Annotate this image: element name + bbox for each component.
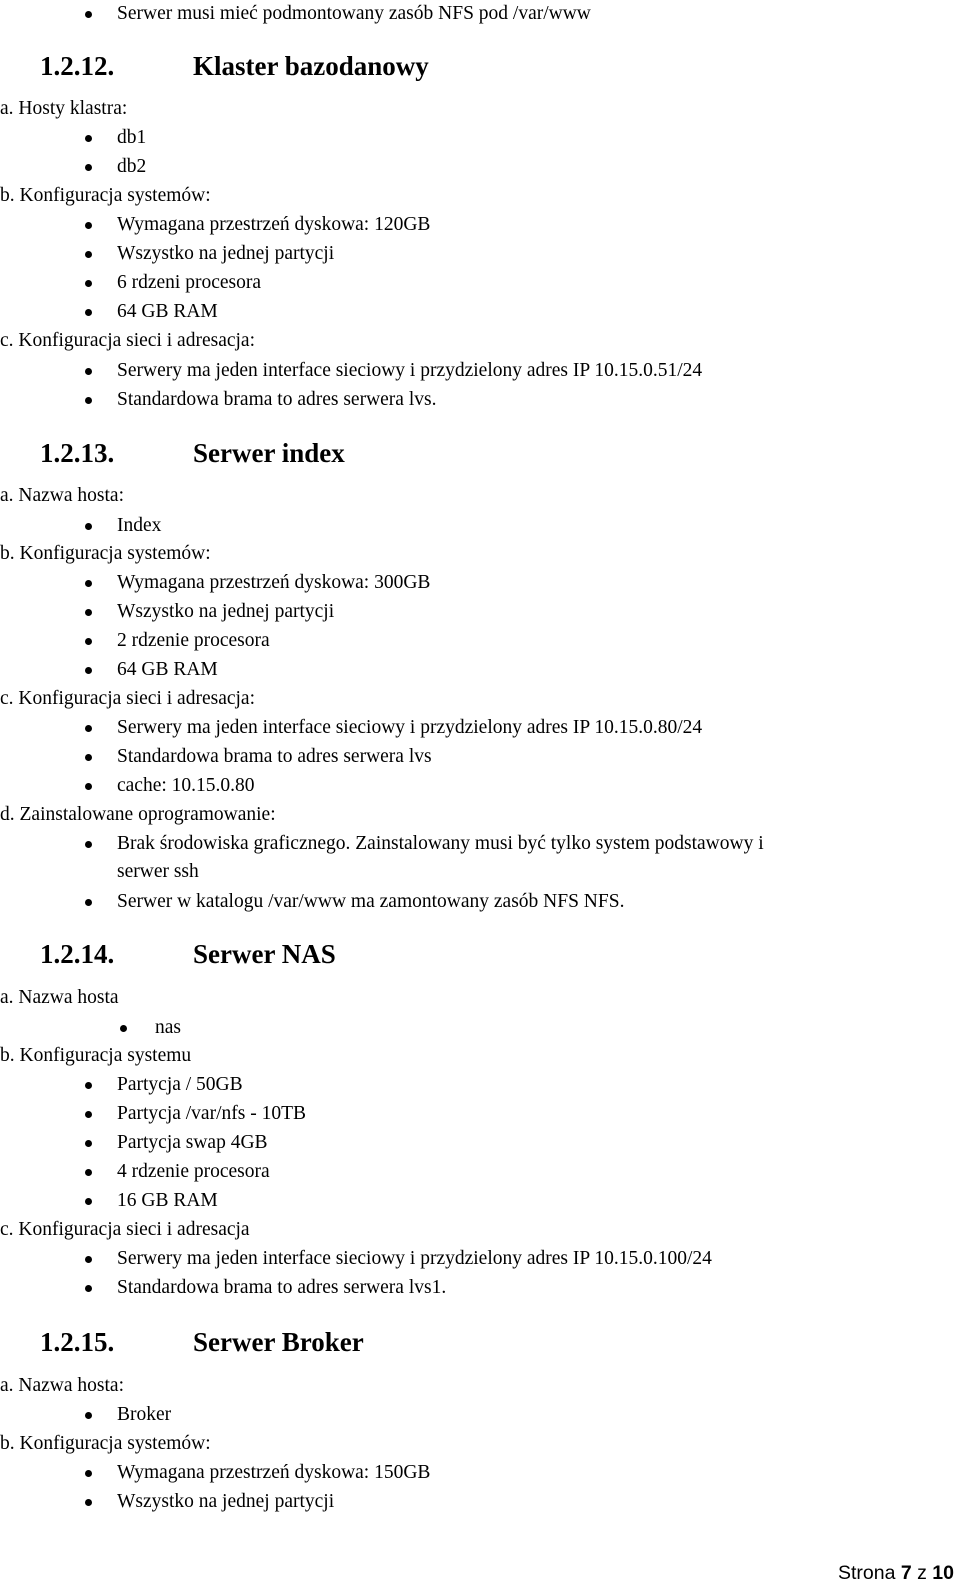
group-label: a. Nazwa hosta: (0, 485, 124, 506)
group-label: b. Konfiguracja systemów: (0, 543, 211, 564)
group-label: b. Konfiguracja systemów: (0, 185, 211, 206)
bullet-icon (85, 580, 92, 587)
section-number: 1.2.14. (40, 939, 115, 969)
bullet-icon (85, 667, 92, 674)
list-item-text: db2 (117, 156, 147, 177)
section-title: Serwer index (193, 438, 345, 468)
list-item-text: Wszystko na jednej partycji (117, 243, 335, 264)
bullet-icon (85, 899, 92, 906)
bullet-icon (85, 1140, 92, 1147)
list-item-text: Wszystko na jednej partycji (117, 1491, 335, 1512)
list-item-text: Partycja swap 4GB (117, 1132, 268, 1153)
bullet-icon (85, 638, 92, 645)
bullet-icon (85, 609, 92, 616)
list-item-text: Brak środowiska graficznego. Zainstalowany musi być tylko system podstawowy i (117, 833, 764, 854)
list-item-text: Serwer musi mieć podmontowany zasób NFS pod /var/www (117, 3, 591, 24)
list-item-text: Standardowa brama to adres serwera lvs. (117, 389, 437, 410)
section-title: Serwer Broker (193, 1327, 364, 1357)
group-label: b. Konfiguracja systemu (0, 1045, 192, 1066)
group-label: c. Konfiguracja sieci i adresacja: (0, 330, 255, 351)
current-page-number: 7 (900, 1562, 912, 1584)
section-title: Serwer NAS (193, 939, 336, 969)
section-title: Klaster bazodanowy (193, 51, 429, 81)
bullet-icon (85, 135, 92, 142)
bullet-icon (85, 397, 92, 404)
bullet-icon (85, 523, 92, 530)
bullet-icon (85, 280, 92, 287)
bullet-icon (85, 1470, 92, 1477)
list-item-text: Serwery ma jeden interface sieciowy i przydzielony adres IP 10.15.0.80/24 (117, 717, 703, 738)
page-separator: z (917, 1562, 927, 1584)
group-label: c. Konfiguracja sieci i adresacja (0, 1219, 250, 1240)
list-item-text: Serwery ma jeden interface sieciowy i przydzielony adres IP 10.15.0.100/24 (117, 1248, 712, 1269)
bullet-icon (85, 1256, 92, 1263)
list-item-text: 4 rdzenie procesora (117, 1161, 270, 1182)
list-item-text: Partycja / 50GB (117, 1074, 243, 1095)
page-footer (838, 1560, 954, 1586)
group-label: a. Hosty klastra: (0, 98, 128, 119)
list-item-text: Wymagana przestrzeń dyskowa: 300GB (117, 572, 431, 593)
bullet-icon (120, 1025, 127, 1032)
bullet-icon (85, 1169, 92, 1176)
section-number: 1.2.13. (40, 438, 115, 468)
bullet-icon (85, 1285, 92, 1292)
bullet-icon (85, 841, 92, 848)
list-item-text: Standardowa brama to adres serwera lvs (117, 746, 432, 767)
bullet-icon (85, 251, 92, 258)
list-item-text: Serwery ma jeden interface sieciowy i przydzielony adres IP 10.15.0.51/24 (117, 360, 703, 381)
list-item-text: 64 GB RAM (117, 301, 218, 322)
bullet-icon (85, 11, 92, 18)
list-item-text: Wszystko na jednej partycji (117, 601, 335, 622)
bullet-icon (85, 1111, 92, 1118)
bullet-icon (85, 725, 92, 732)
list-item-text: cache: 10.15.0.80 (117, 775, 255, 796)
list-item-text: 16 GB RAM (117, 1190, 218, 1211)
bullet-icon (85, 783, 92, 790)
list-item-text: Broker (117, 1404, 172, 1425)
group-label: b. Konfiguracja systemów: (0, 1433, 211, 1454)
list-item-text: Index (117, 515, 162, 536)
list-item-text: Standardowa brama to adres serwera lvs1. (117, 1277, 447, 1298)
section-number: 1.2.15. (40, 1327, 115, 1357)
section-number: 1.2.12. (40, 51, 115, 81)
bullet-icon (85, 368, 92, 375)
bullet-icon (85, 164, 92, 171)
bullet-icon (85, 309, 92, 316)
group-label: d. Zainstalowane oprogramowanie: (0, 804, 276, 825)
bullet-icon (85, 754, 92, 761)
list-item-text: nas (155, 1017, 181, 1038)
bullet-icon (85, 222, 92, 229)
group-label: c. Konfiguracja sieci i adresacja: (0, 688, 255, 709)
group-label: a. Nazwa hosta: (0, 1375, 124, 1396)
page-label: Strona (837, 1562, 896, 1584)
list-item-text: Wymagana przestrzeń dyskowa: 120GB (117, 214, 431, 235)
list-item-text: Wymagana przestrzeń dyskowa: 150GB (117, 1462, 431, 1483)
list-item-text: db1 (117, 127, 147, 148)
bullet-icon (85, 1412, 92, 1419)
list-item-text: 64 GB RAM (117, 659, 218, 680)
group-label: a. Nazwa hosta (0, 987, 119, 1008)
list-item-text: Serwer w katalogu /var/www ma zamontowany zasób NFS NFS. (117, 891, 625, 912)
bullet-icon (85, 1082, 92, 1089)
list-item-text: 6 rdzeni procesora (117, 272, 262, 293)
list-item-continuation: serwer ssh (117, 861, 199, 882)
list-item-text: Partycja /var/nfs - 10TB (117, 1103, 306, 1124)
bullet-icon (85, 1198, 92, 1205)
list-item-text: 2 rdzenie procesora (117, 630, 270, 651)
total-pages-number: 10 (932, 1562, 954, 1584)
bullet-icon (85, 1499, 92, 1506)
